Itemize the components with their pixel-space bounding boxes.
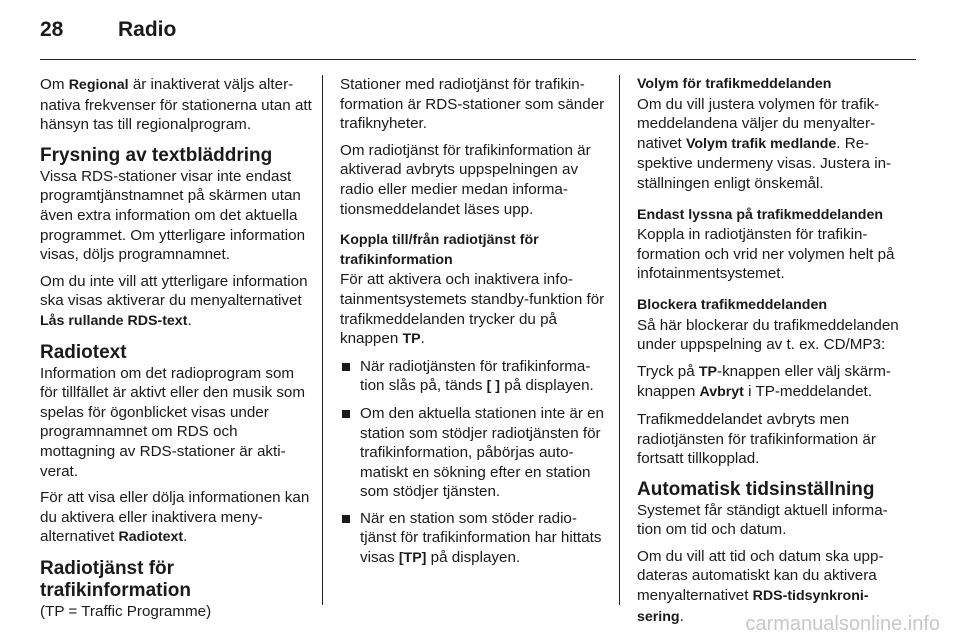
- rds-time-sync-term: RDS-tidsynkronisering: [637, 588, 869, 625]
- page-number: 28: [40, 18, 64, 41]
- regional-paragraph: Om Regional är inaktiverat väljs alternativa frekvenser för stationerna utan att hänsyn tas till regionalprogram.: [40, 76, 312, 134]
- radiotext-term: Radiotext: [118, 529, 184, 546]
- bullet-square-icon: [342, 515, 350, 523]
- heading-traffic-programme: Radiotjänst för trafikinformation: [40, 557, 191, 601]
- list-item: När en station som stöder radiotjänst för trafikinformation har hittats visas [TP] på displayen.: [340, 509, 608, 569]
- auto-time-paragraph: Systemet får ständigt aktuell information om tid och datum.: [637, 501, 888, 539]
- tp-bullet-list: [340, 357, 608, 569]
- column-divider-2: [619, 75, 620, 605]
- column-3: [637, 75, 905, 634]
- block-traffic-paragraph: Så här blockerar du trafikmeddelanden under uppspelning av t. ex. CD/MP3:: [637, 316, 899, 354]
- tp-interrupt-paragraph: Om radiotjänst för trafikinformation är aktiverad avbryts uppspelningen av radio eller medier medan informationsmeddelandet läses upp.: [340, 141, 591, 218]
- column-divider-1: [322, 75, 323, 605]
- bullet-square-icon: [342, 363, 350, 371]
- bullet-square-icon: [342, 410, 350, 418]
- listen-only-paragraph: Koppla in radiotjänsten för trafikinformation och vrid ner volymen helt på infotainmentsystemet.: [637, 226, 895, 283]
- traffic-volume-term: Volym trafik medlande: [685, 135, 837, 152]
- cancel-term: Avbryt: [699, 384, 744, 401]
- tp-stations-paragraph: Stationer med radiotjänst för trafikinformation är RDS-stationer som sänder trafiknyheter.: [340, 76, 605, 133]
- tp-definition: (TP = Traffic Programme): [40, 602, 212, 620]
- page-header: [0, 0, 960, 62]
- heading-listen-only: Endast lyssna på trafikmeddelanden: [637, 206, 883, 223]
- list-item: När radiotjänsten för trafikinformation slås på, tänds [ ] på displayen.: [340, 357, 608, 397]
- heading-traffic-volume: Volym för trafikmeddelanden: [637, 76, 832, 92]
- column-1: [40, 75, 316, 628]
- heading-block-traffic: Blockera trafikmeddelanden: [637, 296, 828, 313]
- toggle-tp-paragraph: För att aktivera och inaktivera infotainmentsystemets standby-funktion för trafikmeddelanden trycker du på knappen TP.: [340, 271, 605, 348]
- regional-term: Regional: [68, 77, 129, 93]
- heading-auto-time: Automatisk tidsinställning: [637, 478, 875, 500]
- watermark-text: carmanualsonline.info: [745, 613, 940, 635]
- heading-text-freeze: Frysning av textbläddring: [40, 144, 273, 166]
- radiotext-paragraph: Information om det radioprogram som för tillfället är aktivt eller den musik som spelas för ögonblicket visas under programnamnet om RDS och mottagning av RDS-stationer är aktiverat.: [40, 364, 306, 480]
- radiotext-option-paragraph: För att visa eller dölja informationen kan du aktivera eller inaktivera menyalternativet Radiotext.: [40, 489, 310, 546]
- freeze-option-paragraph: Om du inte vill att ytterligare information ska visas aktiverar du menyalternativet Lås rullande RDS-text.: [40, 272, 308, 329]
- lock-scroll-term: Lås rullande RDS-text: [40, 312, 188, 329]
- block-instruction-paragraph: Tryck på TP-knappen eller välj skärmknappen Avbryt i TP-meddelandet.: [637, 362, 891, 401]
- list-item: Om den aktuella stationen inte är en station som stödjer radiotjänsten för trafikinformation, påbörjas automatiskt en sökning efter en station som stödjer tjänsten.: [340, 404, 608, 502]
- chapter-title: Radio: [118, 18, 177, 41]
- traffic-volume-paragraph: Om du vill justera volymen för trafikmeddelandena väljer du menyalternativet Volym trafik medlande. Respektive undermeny visas. Justera inställningen enligt önskemål.: [637, 95, 892, 192]
- auto-time-option-paragraph: Om du vill att tid och datum ska uppdateras automatiskt kan du aktivera menyalternativet RDS-tidsynkronisering.: [637, 547, 884, 625]
- heading-toggle-tp: Koppla till/från radiotjänst för trafikinformation: [340, 232, 539, 268]
- heading-radiotext: Radiotext: [40, 341, 127, 363]
- block-result-paragraph: Trafikmeddelandet avbryts men radiotjänsten för trafikinformation är fortsatt tillkopplad.: [637, 410, 876, 468]
- tp-button-term: TP: [402, 331, 421, 348]
- freeze-paragraph: Vissa RDS-stationer visar inte endast programtjänstnamnet på skärmen utan även extra information om det aktuella programmet. Om ytterligare information visas, döljs programnamnet.: [40, 167, 306, 264]
- header-rule: [40, 59, 916, 60]
- column-2: [340, 75, 608, 576]
